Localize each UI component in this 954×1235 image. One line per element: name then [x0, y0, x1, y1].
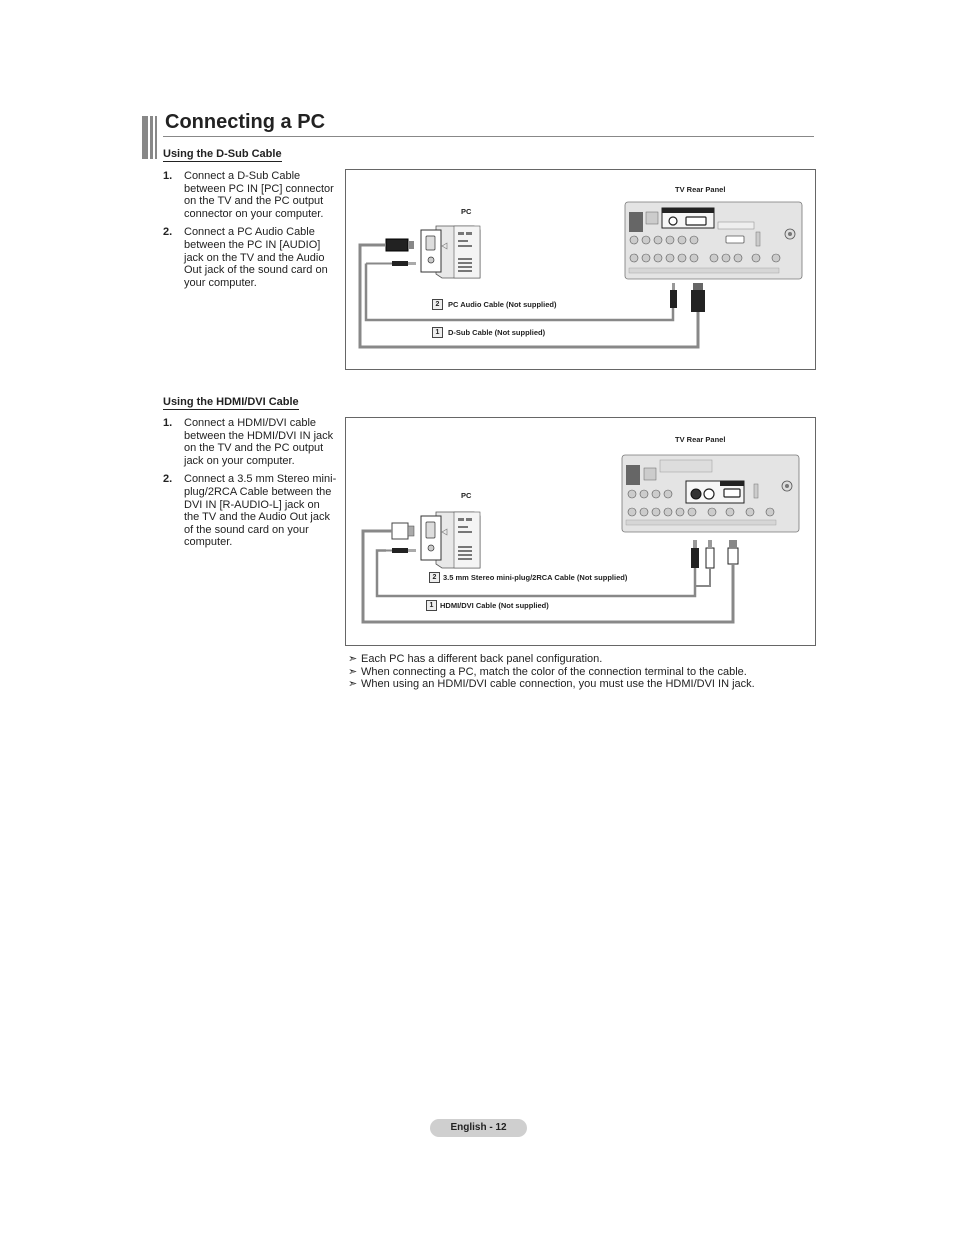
- tv-hdmi-plug: [728, 540, 738, 564]
- dsub-step-1: 1. Connect a D-Sub Cable between PC IN [PC] connector on the TV and the PC output connector on your computer.: [163, 170, 334, 220]
- dsub-step-2: 2. Connect a PC Audio Cable between the PC IN [AUDIO] jack on the TV and the Audio Out jack of the sound card on your computer.: [163, 226, 328, 289]
- pc-rear-illustration: [421, 512, 480, 568]
- hdmi-dvi-cable-label: 1 HDMI/DVI Cable (Not supplied): [426, 600, 549, 611]
- page-number-badge: English - 12: [430, 1119, 527, 1137]
- hdmi-step-1: 1. Connect a HDMI/DVI cable between the HDMI/DVI IN jack on the TV and the PC output jack on your computer.: [163, 417, 334, 467]
- notes: [348, 653, 755, 691]
- tv-rear-panel-label: TV Rear Panel: [675, 185, 726, 194]
- tv-rear-panel-label: TV Rear Panel: [675, 435, 726, 444]
- pc-rear-illustration: [421, 226, 480, 278]
- stereo-rca-cable-label: 2 3.5 mm Stereo mini-plug/2RCA Cable (Not supplied): [429, 572, 627, 583]
- page-title: Connecting a PC: [165, 111, 326, 133]
- note-item: ➣ When connecting a PC, match the color of the connection terminal to the cable.: [348, 665, 747, 678]
- pc-label: PC: [461, 207, 472, 216]
- note-item: ➣ Each PC has a different back panel configuration.: [348, 653, 603, 665]
- tv-rca-plug-left: [691, 540, 699, 568]
- title-rule: [163, 136, 814, 137]
- note-item: ➣ When using an HDMI/DVI cable connection, you must use the HDMI/DVI IN jack.: [348, 678, 755, 691]
- pc-audio-cable-label: 2 PC Audio Cable (Not supplied): [432, 299, 556, 310]
- dsub-steps: [163, 170, 338, 295]
- pc-audio-plug: [366, 261, 416, 266]
- tv-rear-panel-illustration: [625, 202, 802, 279]
- tv-dsub-plug: [691, 283, 705, 312]
- pc-audio-miniplug: [386, 548, 416, 553]
- hdmi-heading: Using the HDMI/DVI Cable: [163, 396, 299, 408]
- pc-label: PC: [461, 491, 472, 500]
- note-arrow-icon: ➣: [348, 678, 358, 691]
- tv-audio-plug: [670, 283, 677, 308]
- note-arrow-icon: ➣: [348, 653, 358, 665]
- dsub-heading: Using the D-Sub Cable: [163, 148, 282, 160]
- tv-rear-panel-illustration: [622, 455, 799, 532]
- pc-hdmi-dvi-plug: [378, 523, 414, 539]
- dsub-cable-label: 1 D-Sub Cable (Not supplied): [432, 327, 545, 338]
- note-arrow-icon: ➣: [348, 665, 358, 678]
- tv-rca-plug-right: [706, 540, 714, 568]
- pc-dsub-plug: [374, 239, 414, 251]
- hdmi-step-2: 2. Connect a 3.5 mm Stereo mini-plug/2RCA Cable between the DVI IN [R-AUDIO-L] jack on the TV and the Audio Out jack of the sound card on your computer.: [163, 473, 337, 549]
- stereo-rca-cable-branch: [695, 568, 710, 586]
- dsub-connection-diagram: [345, 169, 816, 370]
- hdmi-steps: [163, 417, 338, 555]
- hdmi-connection-diagram: [345, 417, 816, 646]
